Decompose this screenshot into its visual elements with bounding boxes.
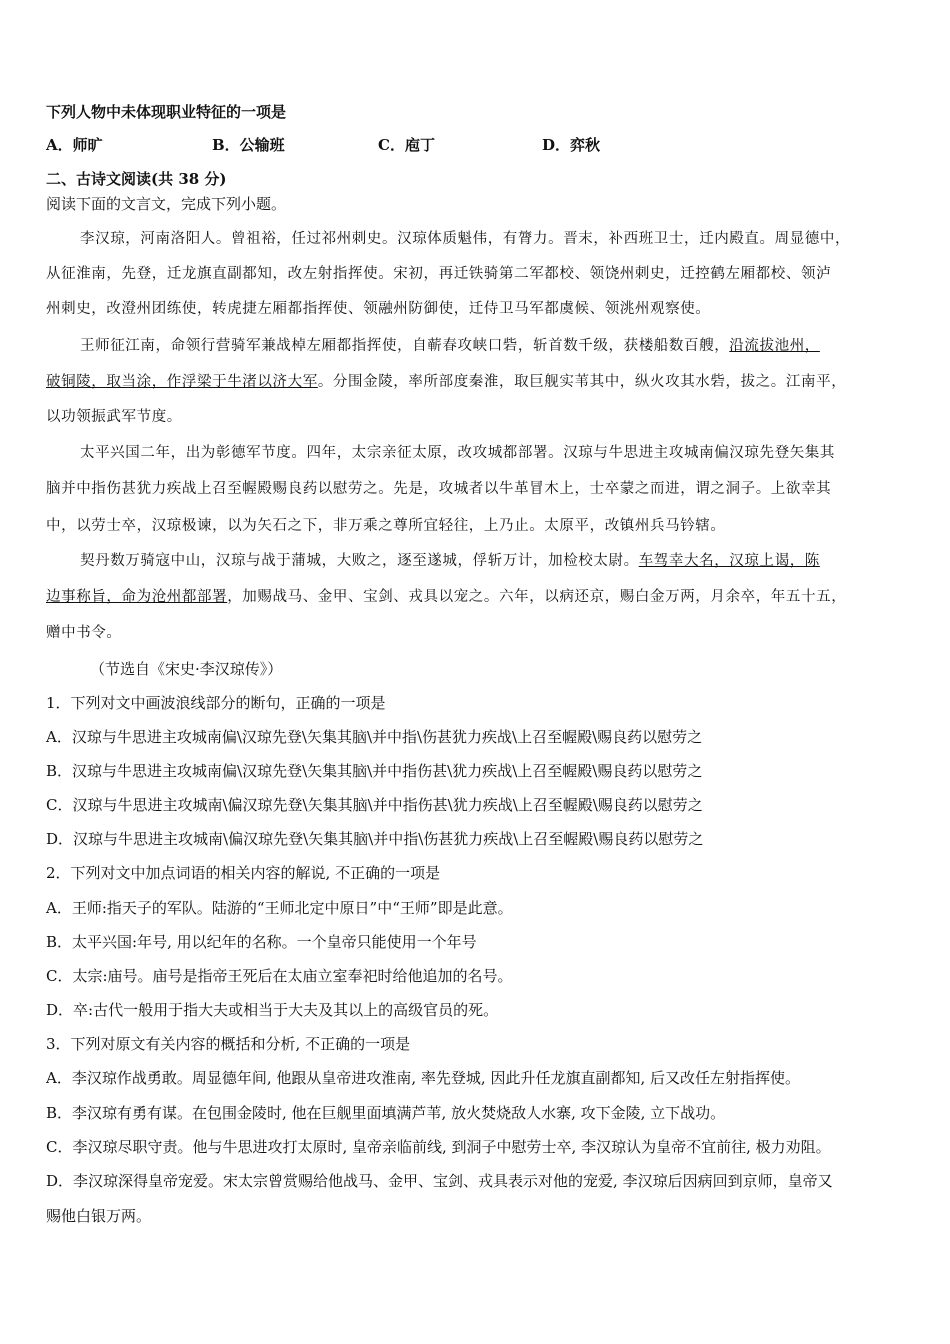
question-stem: 1．下列对文中画波浪线部分的断句，正确的一项是 [46, 694, 386, 712]
option-d: D．汉琼与牛思进主攻城南\偏汉琼先登\矢集其脑\并中指\伤甚犹力疾战\上召至幄殿\赐良药以慰劳之 [46, 830, 704, 848]
section-instruction: 阅读下面的文言文，完成下列小题。 [46, 195, 287, 213]
option-b: B．汉琼与牛思进主攻城南偏\汉琼先登\矢集其脑\并中指伤甚\犹力疾战\上召至幄殿\赐良药以慰劳之 [46, 762, 703, 780]
option-d-continued: 赐他白银万两。 [46, 1207, 152, 1225]
option-c: C．汉琼与牛思进主攻城南\偏汉琼先登\矢集其脑\并中指伤甚\犹力疾战\上召至幄殿\赐良药以慰劳之 [46, 796, 703, 814]
passage-line: 赠中书令。 [46, 625, 122, 641]
underlined-sentence: 破铜陵，取当涂，作浮梁于牛渚以济大军 [46, 374, 318, 390]
passage-line: 以功领振武军节度。 [46, 409, 182, 425]
option-d: D．卒:古代一般用于指大夫或相当于大夫及其以上的高级官员的死。 [46, 1001, 499, 1019]
passage-text: 王师征江南，命领行营骑军兼战棹左厢都指挥使，自蕲春攻峡口砦，斩首数千级，获楼船数百艘， [80, 338, 730, 354]
option-a: A．王师:指天子的军队。陆游的“王师北定中原日”中“王师”即是此意。 [46, 899, 513, 917]
question-stem: 3．下列对原文有关内容的概括和分析, 不正确的一项是 [46, 1035, 411, 1053]
passage-line [80, 336, 820, 356]
section-heading: 二、古诗文阅读(共 38 分) [46, 170, 227, 188]
option-a: A．师旷 [46, 136, 103, 154]
passage-line: 从征淮南，先登，迁龙旗直副都知，改左射指挥使。宋初，再迁铁骑第二军都校、领饶州刺史，迁控鹤左厢都校、领泸 [46, 266, 832, 282]
option-a: A．汉琼与牛思进主攻城南偏\汉琼先登\矢集其脑\并中指\伤甚犹力疾战\上召至幄殿\赐良药以慰劳之 [46, 728, 703, 746]
option-a: A．李汉琼作战勇敢。周显德年间, 他跟从皇帝进攻淮南, 率先登城, 因此升任龙旗直副都知, 后又改任左射指挥使。 [46, 1069, 800, 1087]
option-c: C．庖丁 [378, 136, 435, 154]
underlined-sentence: 边事称旨，命为沧州都部署 [46, 589, 228, 605]
underlined-sentence: 车驾幸大名，汉琼上谒，陈 [638, 553, 820, 569]
option-b: B．李汉琼有勇有谋。在包围金陵时, 他在巨舰里面填满芦苇, 放火焚烧敌人水寨, 攻下金陵, 立下战功。 [46, 1104, 726, 1122]
passage-text: 契丹数万骑寇中山，汉琼与战于蒲城，大败之，逐至遂城，俘斩万计，加检校太尉。 [80, 553, 639, 569]
option-c: C．太宗:庙号。庙号是指帝王死后在太庙立室奉祀时给他追加的名号。 [46, 967, 513, 985]
question-stem: 2．下列对文中加点词语的相关内容的解说, 不正确的一项是 [46, 864, 441, 882]
passage-text: ，加赐战马、金甲、宝剑、戎具以宠之。六年，以病还京，赐白金万两，月余卒，年五十五， [227, 589, 847, 605]
passage-line: 州刺史，改澄州团练使，转虎捷左厢都指挥使、领融州防御使，迁侍卫马军都虞候、领洮州观察使。 [46, 301, 711, 317]
passage-line: 中，以劳士卒，汉琼极谏，以为矢石之下，非万乘之尊所宜轻往，上乃止。太原平，改镇州兵马钤辖。 [46, 518, 726, 534]
question-stem: 下列人物中未体现职业特征的一项是 [46, 103, 287, 121]
passage-line [46, 587, 846, 607]
passage-text: 。分围金陵，率所部度秦淮，取巨舰实苇其中，纵火攻其水砦，拔之。江南平， [317, 374, 847, 390]
option-b: B．公输班 [212, 136, 285, 154]
option-b: B．太平兴国:年号, 用以纪年的名称。一个皇帝只能使用一个年号 [46, 933, 477, 951]
option-d: D．弈秋 [542, 136, 601, 154]
option-d: D．李汉琼深得皇帝宠爱。宋太宗曾赏赐给他战马、金甲、宝剑、戎具表示对他的宠爱, 李汉琼后因病回到京师，皇帝又 [46, 1172, 833, 1190]
passage-line [80, 551, 820, 571]
passage-line [46, 372, 846, 392]
passage-line: 李汉琼，河南洛阳人。曾祖裕，任过祁州刺史。汉琼体质魁伟，有膂力。晋末，补西班卫士，迁内殿直。周显德中， [80, 231, 851, 247]
passage-line: 太平兴国二年，出为彰德军节度。四年，太宗亲征太原，改攻城都部署。汉琼与牛思进主攻城南偏汉琼先登矢集其 [80, 445, 835, 461]
option-c: C．李汉琼尽职守责。他与牛思进攻打太原时, 皇帝亲临前线, 到洞子中慰劳士卒, 李汉琼认为皇帝不宜前往, 极力劝阻。 [46, 1138, 831, 1156]
underlined-sentence: 沿流拔池州， [729, 338, 820, 354]
wavy-line-passage: 脑并中指伤甚犹力疾战上召至幄殿赐良药以慰劳之。先是，攻城者以牛革冒木上，士卒蒙之而进，谓之洞子。上欲幸其 [46, 481, 832, 497]
passage-source: （节选自《宋史·李汉琼传》） [90, 660, 283, 678]
options-row [46, 135, 906, 155]
